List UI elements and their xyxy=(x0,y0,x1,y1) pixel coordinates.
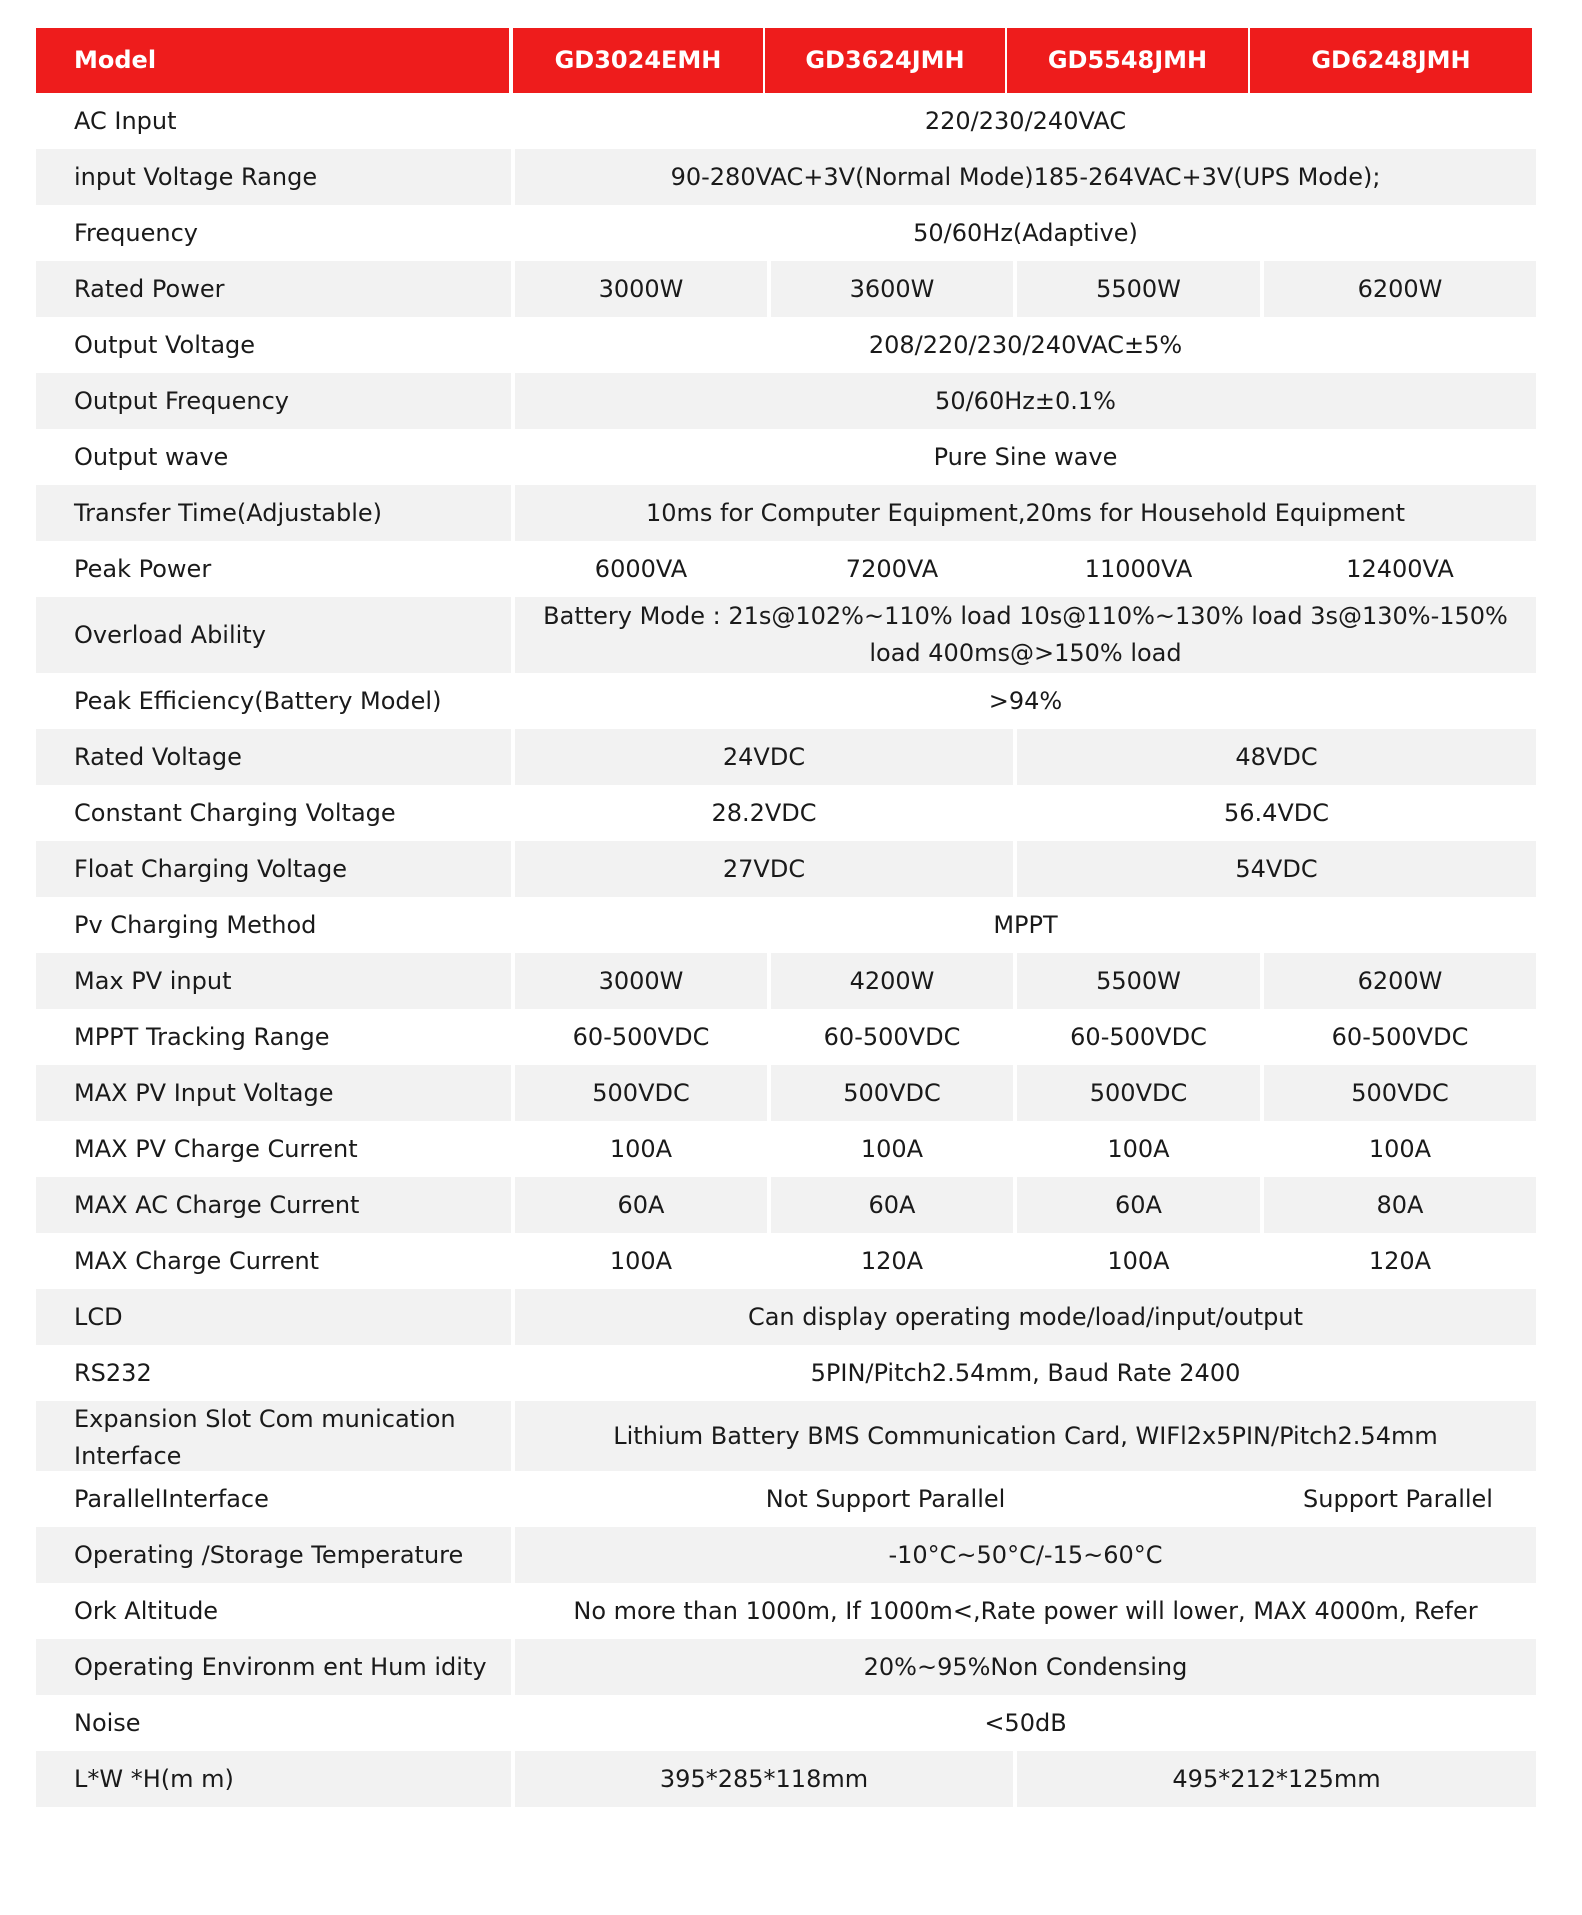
table-row xyxy=(36,729,1536,785)
row-value: Pure Sine wave xyxy=(933,442,1118,471)
row-label: LCD xyxy=(36,1289,511,1345)
table-row xyxy=(36,429,1536,485)
row-label: Output Frequency xyxy=(36,373,511,429)
table-row xyxy=(36,1401,1536,1471)
row-value: <50dB xyxy=(984,1708,1067,1737)
row-value: 50/60Hz(Adaptive) xyxy=(913,218,1138,247)
row-value: -10°C~50°C/-15~60°C xyxy=(515,1527,1536,1583)
row-value: 5PIN/Pitch2.54mm, Baud Rate 2400 xyxy=(810,1358,1241,1387)
row-label: AC Input xyxy=(74,106,177,135)
row-label: Output Voltage xyxy=(74,330,256,359)
row-value: 500VDC xyxy=(515,1065,767,1121)
row-label: Transfer Time(Adjustable) xyxy=(36,485,511,541)
row-value: 80A xyxy=(1264,1177,1536,1233)
row-label: Operating /Storage Temperature xyxy=(36,1527,511,1583)
table-row xyxy=(36,1751,1536,1807)
row-label: Pv Charging Method xyxy=(74,910,317,939)
row-label: Float Charging Voltage xyxy=(36,841,511,897)
row-value: 24VDC xyxy=(515,729,1013,785)
row-value: 56.4VDC xyxy=(1223,798,1330,827)
row-value: 90-280VAC+3V(Normal Mode)185-264VAC+3V(UPS Mode); xyxy=(515,149,1536,205)
row-value: 6200W xyxy=(1264,261,1536,317)
row-value: 100A xyxy=(1368,1134,1432,1163)
table-row xyxy=(36,673,1536,729)
table-row xyxy=(36,597,1536,673)
row-value: 5500W xyxy=(1017,953,1260,1009)
row-value: 7200VA xyxy=(845,554,939,583)
table-row xyxy=(36,841,1536,897)
row-value: 3000W xyxy=(515,261,767,317)
row-label: Max PV input xyxy=(36,953,511,1009)
row-value: 10ms for Computer Equipment,20ms for Household Equipment xyxy=(515,485,1536,541)
row-label: Frequency xyxy=(74,218,198,247)
row-value: 500VDC xyxy=(771,1065,1013,1121)
row-label: Overload Ability xyxy=(36,597,511,673)
row-value: 48VDC xyxy=(1017,729,1536,785)
row-value: MPPT xyxy=(993,910,1058,939)
row-value: 6200W xyxy=(1264,953,1536,1009)
table-row xyxy=(36,897,1536,953)
table-row xyxy=(36,1177,1536,1233)
row-value: 208/220/230/240VAC±5% xyxy=(868,330,1183,359)
row-label xyxy=(36,1401,511,1471)
row-value: 3600W xyxy=(771,261,1013,317)
row-label: input Voltage Range xyxy=(36,149,511,205)
row-value: 3000W xyxy=(515,953,767,1009)
header-model-label: Model xyxy=(36,28,511,93)
row-value: 11000VA xyxy=(1084,554,1193,583)
row-label-line: Expansion Slot Com munication xyxy=(74,1405,456,1433)
row-value: 395*285*118mm xyxy=(515,1751,1013,1807)
row-value: 6000VA xyxy=(594,554,688,583)
row-label: Peak Efficiency(Battery Model) xyxy=(74,686,442,715)
row-value: 20%~95%Non Condensing xyxy=(515,1639,1536,1695)
row-label: Ork Altitude xyxy=(74,1596,219,1625)
table-header-row xyxy=(36,28,1536,93)
row-label: MAX PV Input Voltage xyxy=(36,1065,511,1121)
row-value xyxy=(515,597,1536,673)
row-value: 120A xyxy=(860,1246,924,1275)
table-row xyxy=(36,1695,1536,1751)
row-label: Output wave xyxy=(74,442,229,471)
row-label: ParallelInterface xyxy=(74,1484,269,1513)
row-value: Lithium Battery BMS Communication Card, WIFl2x5PIN/Pitch2.54mm xyxy=(515,1401,1536,1471)
table-row xyxy=(36,149,1536,205)
table-row xyxy=(36,1289,1536,1345)
table-row xyxy=(36,1121,1536,1177)
header-model-2: GD3624JMH xyxy=(763,28,1005,93)
row-label: Peak Power xyxy=(74,554,212,583)
row-value: 60-500VDC xyxy=(1070,1022,1207,1051)
table-row xyxy=(36,1527,1536,1583)
table-row xyxy=(36,953,1536,1009)
row-value: Not Support Parallel xyxy=(765,1484,1006,1513)
table-row xyxy=(36,1345,1536,1401)
row-label: MPPT Tracking Range xyxy=(74,1022,330,1051)
table-row xyxy=(36,205,1536,261)
table-row xyxy=(36,261,1536,317)
row-label: Constant Charging Voltage xyxy=(74,798,396,827)
row-value: 100A xyxy=(609,1134,673,1163)
row-label: Noise xyxy=(74,1708,141,1737)
header-model-1: GD3024EMH xyxy=(511,28,763,93)
row-value: 27VDC xyxy=(515,841,1013,897)
table-row xyxy=(36,1471,1536,1527)
row-value: 54VDC xyxy=(1017,841,1536,897)
table-row xyxy=(36,93,1536,149)
row-value: 100A xyxy=(860,1134,924,1163)
table-row xyxy=(36,1233,1536,1289)
table-row xyxy=(36,1639,1536,1695)
row-label: MAX PV Charge Current xyxy=(74,1134,358,1163)
table-row xyxy=(36,1065,1536,1121)
table-row xyxy=(36,541,1536,597)
row-value: 100A xyxy=(609,1246,673,1275)
row-label: RS232 xyxy=(74,1358,152,1387)
row-value: 100A xyxy=(1107,1134,1170,1163)
row-label: L*W *H(m m) xyxy=(36,1751,511,1807)
table-row xyxy=(36,485,1536,541)
row-value: 12400VA xyxy=(1346,554,1454,583)
row-label-line: Interface xyxy=(74,1442,182,1470)
row-value: 220/230/240VAC xyxy=(924,106,1127,135)
row-value-line: load 400ms@>150% load xyxy=(869,639,1182,667)
row-value: 60-500VDC xyxy=(572,1022,710,1051)
row-label: Operating Environm ent Hum idity xyxy=(36,1639,511,1695)
row-value: 28.2VDC xyxy=(711,798,817,827)
table-row xyxy=(36,373,1536,429)
row-value: Support Parallel xyxy=(1303,1484,1493,1513)
table-row xyxy=(36,785,1536,841)
row-value: 60-500VDC xyxy=(823,1022,961,1051)
row-value: 60A xyxy=(515,1177,767,1233)
row-label: Rated Voltage xyxy=(36,729,511,785)
row-value-line: Battery Mode : 21s@102%~110% load 10s@110%~130% load 3s@130%-150% xyxy=(543,602,1508,630)
row-value: 60A xyxy=(771,1177,1013,1233)
row-value: 495*212*125mm xyxy=(1017,1751,1536,1807)
table-row xyxy=(36,317,1536,373)
row-value: 4200W xyxy=(771,953,1013,1009)
spec-table xyxy=(36,28,1536,1807)
row-value: 60A xyxy=(1017,1177,1260,1233)
row-value: 5500W xyxy=(1017,261,1260,317)
row-value: Can display operating mode/load/input/output xyxy=(515,1289,1536,1345)
row-value: 500VDC xyxy=(1264,1065,1536,1121)
row-value: 50/60Hz±0.1% xyxy=(515,373,1536,429)
table-row xyxy=(36,1583,1536,1639)
header-model-4: GD6248JMH xyxy=(1248,28,1532,93)
row-value: >94% xyxy=(988,686,1063,715)
row-label: MAX AC Charge Current xyxy=(36,1177,511,1233)
row-value: 500VDC xyxy=(1017,1065,1260,1121)
row-value: 120A xyxy=(1368,1246,1432,1275)
header-model-3: GD5548JMH xyxy=(1005,28,1248,93)
table-row xyxy=(36,1009,1536,1065)
row-value: 60-500VDC xyxy=(1331,1022,1469,1051)
row-label: MAX Charge Current xyxy=(74,1246,320,1275)
row-value: No more than 1000m, If 1000m<,Rate power will lower, MAX 4000m, Refer xyxy=(573,1596,1478,1625)
row-label: Rated Power xyxy=(36,261,511,317)
row-value: 100A xyxy=(1107,1246,1170,1275)
